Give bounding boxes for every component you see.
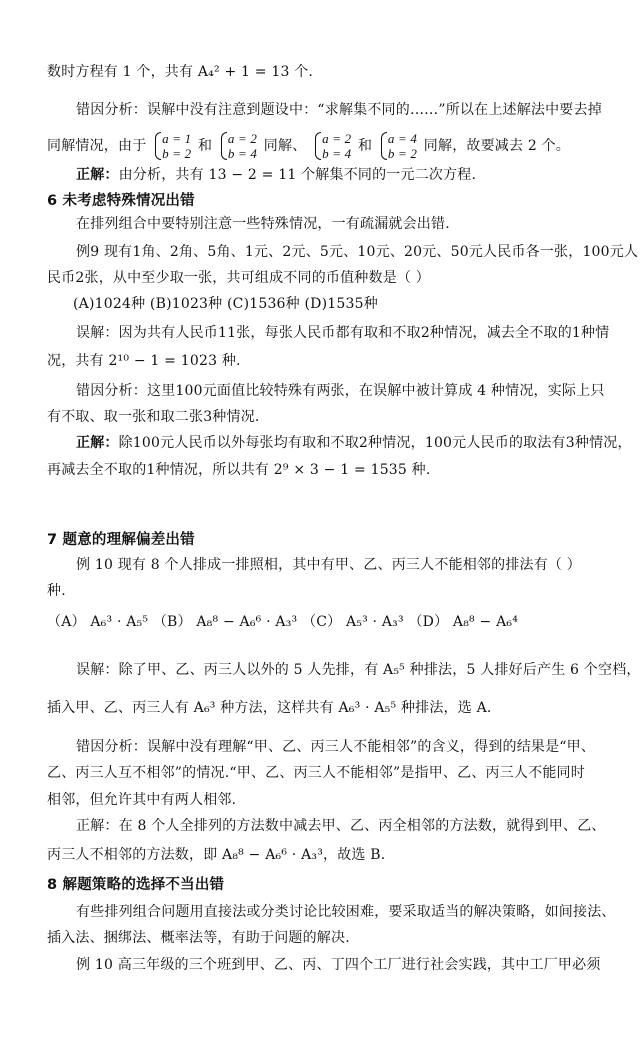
section-heading: 6 未考虑特殊情况出错 (47, 193, 195, 209)
text-line: 错因分析：误解中没有理解“甲、乙、丙三人不能相邻”的含义，得到的结果是“甲、 (76, 739, 596, 755)
text-line: 丙三人不相邻的方法数，即 A₈⁸ − A₆⁶ · A₃³，故选 B. (47, 847, 386, 863)
text-segment: 同解情况，由于 (47, 138, 147, 154)
text-line: 错因分析：这里100元面值比较特殊有两张，在误解中被计算成 4 种情况，实际上只 (76, 383, 605, 399)
equation-system: a = 2 b = 4 (313, 131, 351, 161)
text-segment: 同解、 (263, 138, 307, 154)
text-line: 相邻，但允许其中有两人相邻. (47, 792, 237, 808)
text-segment: 除100元人民币以外每张均有取和不取2种情况，100元人民币的取法有3种情况， (118, 435, 632, 451)
text-line: 误解：除了甲、乙、丙三人以外的 5 人先排，有 A₅⁵ 种排法，5 人排好后产生 6 个空档， (76, 662, 641, 678)
text-line: 错因分析：误解中没有注意到题设中：“求解集不同的……”所以在上述解法中要去掉 (76, 102, 602, 118)
text-line (76, 165, 476, 185)
text-segment: 同解，故要减去 2 个。 (423, 138, 571, 154)
text-line: 插入法、捆绑法、概率法等，有助于问题的解决. (47, 930, 350, 946)
answer-label: 正解： (76, 167, 119, 183)
equation-system: a = 2 b = 4 (219, 131, 257, 161)
text-line (76, 433, 632, 453)
text-line: 况，共有 2¹⁰ − 1 = 1023 种. (47, 353, 241, 369)
text-line: 例 10 高三年级的三个班到甲、乙、丙、丁四个工厂进行社会实践，其中工厂甲必须 (76, 957, 601, 973)
section-heading: 8 解题策略的选择不当出错 (47, 877, 225, 893)
text-line: 在排列组合中要特别注意一些特殊情况，一有疏漏就会出错. (76, 216, 450, 232)
text-line: 有些排列组合问题用直接法或分类讨论比较困难，要采取适当的解决策略，如间接法、 (76, 904, 616, 920)
text-line: 乙、丙三人互不相邻”的情况.“甲、乙、丙三人不能相邻”是指甲、乙、丙三人不能同时 (47, 765, 585, 781)
text-line: 数时方程有 1 个，共有 A₄² + 1 = 13 个. (47, 64, 314, 80)
text-segment: 和 (198, 138, 213, 154)
text-line: 例 10 现有 8 个人排成一排照相，其中有甲、乙、丙三人不能相邻的排法有（ ） (76, 557, 581, 573)
equation-system: a = 4 b = 2 (379, 131, 417, 161)
text-segment: 和 (358, 138, 373, 154)
text-line: 例9 现有1角、2角、5角、1元、2元、5元、10元、20元、50元人民币各一张，100元人 (76, 244, 639, 260)
text-line: 有不取、取一张和取二张3种情况. (47, 409, 260, 425)
text-line: 误解：因为共有人民币11张，每张人民币都有取和不取2种情况，减去全不取的1种情 (76, 325, 610, 341)
equation-system: a = 1 b = 2 (153, 131, 191, 161)
options-line: （A） A₆³ · A₅⁵ （B） A₈⁸ − A₆⁶ · A₃³ （C） A₅³ · A₃³ （D） A₈⁸ − A₆⁴ (47, 614, 519, 630)
equation-line (47, 127, 570, 165)
text-line: 种. (47, 583, 66, 599)
text-line: 插入甲、乙、丙三人有 A₆³ 种方法，这样共有 A₆³ · A₅⁵ 种排法，选 A. (47, 700, 492, 716)
section-heading: 7 题意的理解偏差出错 (47, 532, 195, 548)
text-line: 民币2张，从中至少取一张，共可组成不同的币值种数是（ ） (47, 270, 430, 286)
text-segment: 由分析，共有 13 − 2 = 11 个解集不同的一元二次方程. (118, 167, 477, 183)
answer-label: 正解： (76, 435, 119, 451)
options-line: (A)1024种 (B)1023种 (C)1536种 (D)1535种 (73, 296, 378, 312)
text-line: 正解：在 8 个人全排列的方法数中减去甲、乙、丙全相邻的方法数，就得到甲、乙、 (76, 818, 606, 834)
text-line: 再减去全不取的1种情况，所以共有 2⁹ × 3 − 1 = 1535 种. (47, 462, 431, 478)
